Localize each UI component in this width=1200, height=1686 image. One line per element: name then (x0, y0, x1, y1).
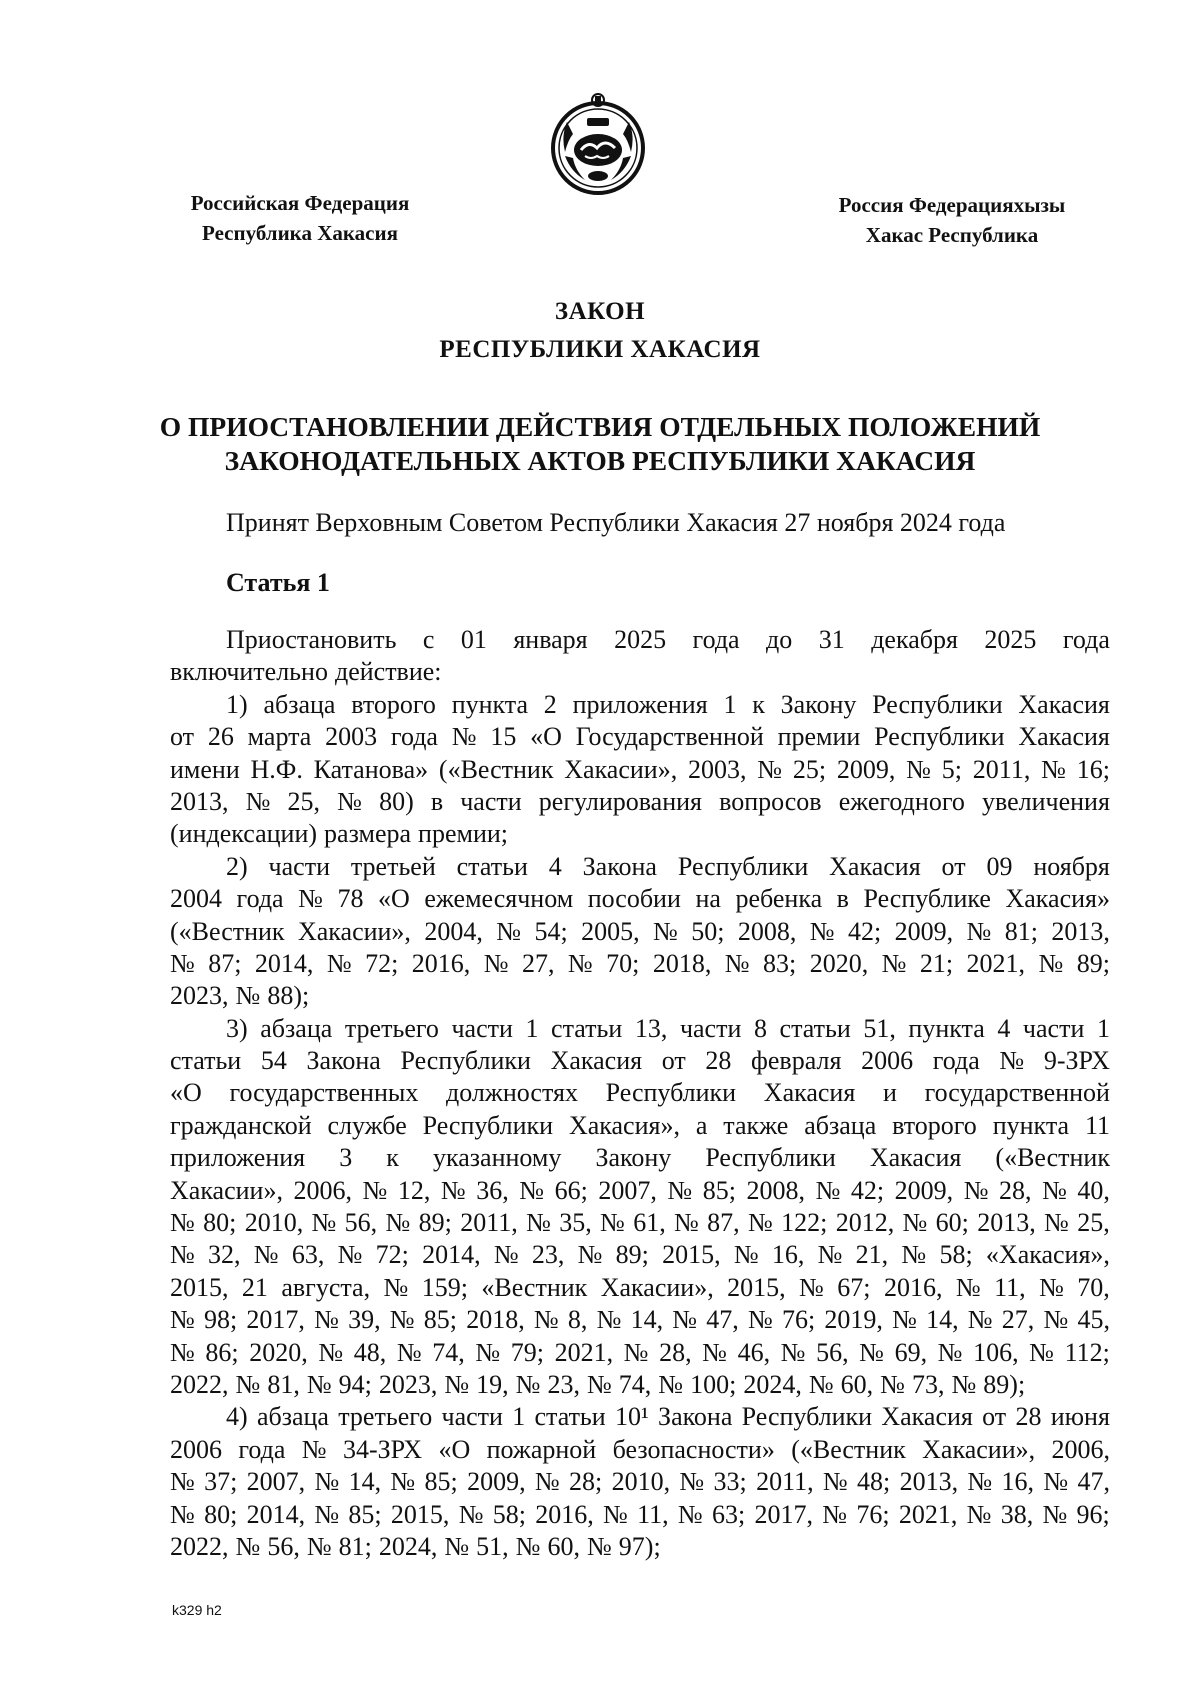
header-right-line: Россия Федерацияхызы (838, 193, 1066, 217)
body-line: 1) абзаца второго пункта 2 приложения 1 к Закону Республики Хакасия (226, 689, 1110, 719)
law-title-line: РЕСПУБЛИКИ ХАКАСИЯ (439, 336, 761, 363)
article-body (170, 624, 1110, 1563)
body-line: 2006 года № 34-ЗРХ «О пожарной безопасности» («Вестник Хакасии», 2006, (170, 1434, 1110, 1464)
body-line: приложения 3 к указанному Закону Республики Хакасия («Вестник (170, 1143, 1110, 1173)
body-line: 2022, № 81, № 94; 2023, № 19, № 23, № 74, № 100; 2024, № 60, № 73, № 89); (170, 1369, 1026, 1399)
body-line: («Вестник Хакасии», 2004, № 54; 2005, № 50; 2008, № 42; 2009, № 81; 2013, (170, 916, 1110, 946)
body-line: «О государственных должностях Республики Хакасия и государственной (170, 1078, 1110, 1108)
law-title-line: ЗАКОН (554, 298, 646, 325)
law-subject (0, 410, 1200, 478)
body-line: № 87; 2014, № 72; 2016, № 27, № 70; 2018, № 83; 2020, № 21; 2021, № 89; (170, 948, 1110, 978)
body-line: № 80; 2014, № 85; 2015, № 58; 2016, № 11, № 63; 2017, № 76; 2021, № 38, № 96; (170, 1499, 1110, 1529)
body-line: статьи 54 Закона Республики Хакасия от 28 февраля 2006 года № 9-ЗРХ (170, 1046, 1110, 1076)
body-line: 2022, № 56, № 81; 2024, № 51, № 60, № 97); (170, 1531, 661, 1561)
law-title (0, 293, 1200, 369)
article-heading: Статья 1 (226, 568, 330, 597)
law-subject-line: ЗАКОНОДАТЕЛЬНЫХ АКТОВ РЕСПУБЛИКИ ХАКАСИЯ (224, 445, 976, 476)
body-line: 2) части третьей статьи 4 Закона Республики Хакасия от 09 ноября (226, 851, 1110, 881)
body-line: № 98; 2017, № 39, № 85; 2018, № 8, № 14, № 47, № 76; 2019, № 14, № 27, № 45, (170, 1305, 1110, 1335)
body-line: 3) абзаца третьего части 1 статьи 13, части 8 статьи 51, пункта 4 части 1 (226, 1013, 1110, 1043)
body-line: Приостановить с 01 января 2025 года до 31 декабря 2025 года (226, 625, 1110, 654)
body-line: 2023, № 88); (170, 981, 310, 1011)
body-line: № 80; 2010, № 56, № 89; 2011, № 35, № 61, № 87, № 122; 2012, № 60; 2013, № 25, (170, 1208, 1110, 1238)
body-line: включительно действие: (170, 657, 442, 687)
body-line: имени Н.Ф. Катанова» («Вестник Хакасии», 2003, № 25; 2009, № 5; 2011, № 16; (170, 754, 1110, 784)
body-line: № 37; 2007, № 14, № 85; 2009, № 28; 2010, № 33; 2011, № 48; 2013, № 16, № 47, (170, 1467, 1110, 1497)
body-line: (индексации) размера премии; (170, 819, 508, 849)
adoption-note: Принят Верховным Советом Республики Хакасия 27 ноября 2024 года (226, 508, 1006, 537)
header-left-line: Республика Хакасия (202, 221, 398, 245)
header-left-line: Российская Федерация (190, 191, 410, 215)
body-line: Хакасии», 2006, № 12, № 36, № 66; 2007, № 85; 2008, № 42; 2009, № 28, № 40, (170, 1175, 1110, 1205)
body-line: 2013, № 25, № 80) в части регулирования вопросов ежегодного увеличения (170, 786, 1110, 816)
law-subject-line: О ПРИОСТАНОВЛЕНИИ ДЕЙСТВИЯ ОТДЕЛЬНЫХ ПОЛОЖЕНИЙ (159, 411, 1041, 442)
body-line: от 26 марта 2003 года № 15 «О Государственной премии Республики Хакасия (170, 722, 1110, 752)
body-line: 4) абзаца третьего части 1 статьи 10¹ Закона Республики Хакасия от 28 июня (226, 1402, 1110, 1432)
header-right-line: Хакас Республика (865, 223, 1039, 247)
document-code: k329 h2 (172, 1602, 222, 1618)
header-right (832, 190, 1072, 250)
body-line: 2015, 21 августа, № 159; «Вестник Хакасии», 2015, № 67; 2016, № 11, № 70, (170, 1272, 1110, 1302)
body-line: № 32, № 63, № 72; 2014, № 23, № 89; 2015, № 16, № 21, № 58; «Хакасия», (170, 1240, 1110, 1270)
body-line: гражданской службе Республики Хакасия», а также абзаца второго пункта 11 (170, 1110, 1110, 1140)
body-line: № 86; 2020, № 48, № 74, № 79; 2021, № 28, № 46, № 56, № 69, № 106, № 112; (170, 1337, 1110, 1367)
header-left (165, 188, 435, 248)
republic-emblem-icon (547, 92, 649, 198)
body-line: 2004 года № 78 «О ежемесячном пособии на ребенка в Республике Хакасия» (170, 884, 1110, 914)
